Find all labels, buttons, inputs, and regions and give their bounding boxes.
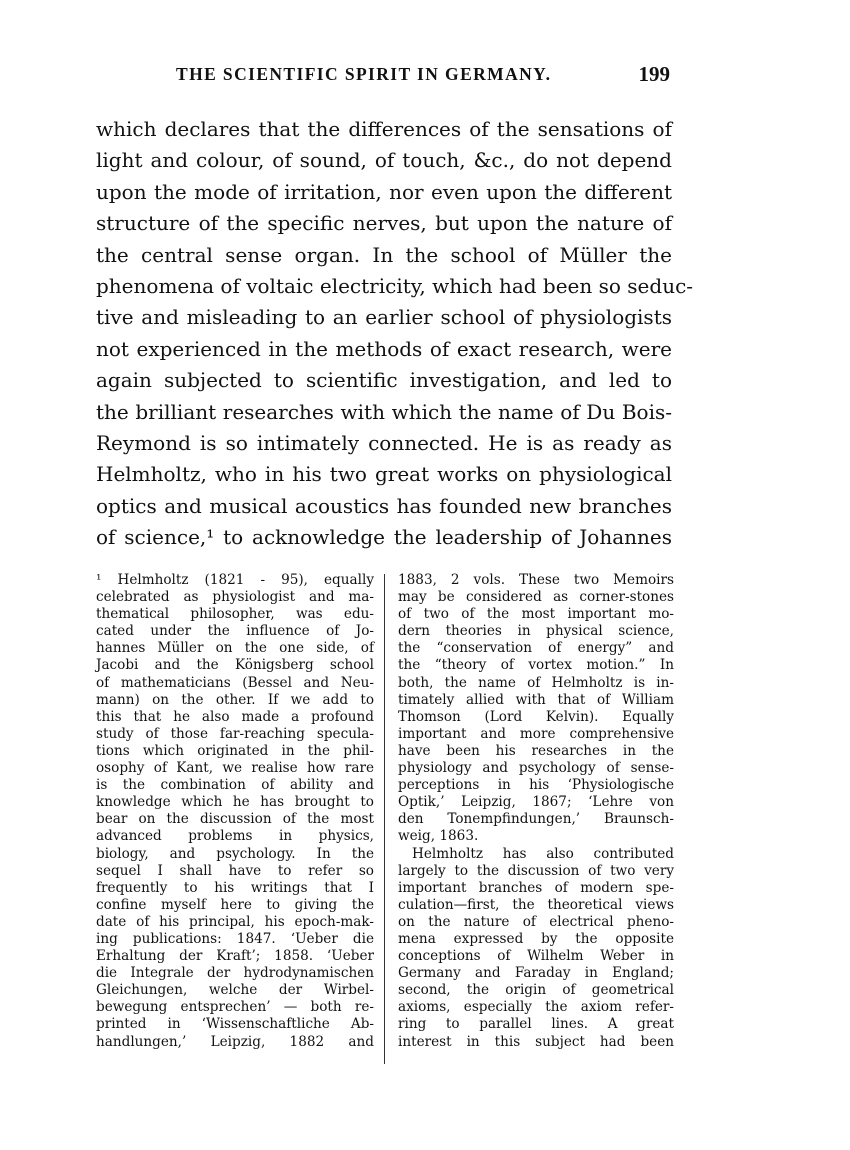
footnote-line: thematical philosopher, was edu- [96,606,374,623]
footnote-line: on the nature of electrical pheno- [398,913,674,930]
main-text-line: optics and musical acoustics has founded new branches [96,493,672,518]
footnote-line: of mathematicians (Bessel and Neu- [96,674,374,691]
footnote-line: osophy of Kant, we realise how rare [96,760,374,777]
footnote-line: frequently to his writings that I [96,879,374,896]
footnote-line: date of his principal, his epoch-mak- [96,913,374,930]
footnote-line: physiology and psychology of sense- [398,760,674,777]
footnote-line: celebrated as physiologist and ma- [96,589,374,606]
footnote-line: 1883, 2 vols. These two Memoirs [398,572,674,588]
footnote-line: largely to the discussion of two very [398,862,674,879]
footnote-line: den Tonempfindungen,’ Braunsch- [398,811,674,828]
main-text-line: not experienced in the methods of exact research, were [96,336,672,361]
main-text-line: the central sense organ. In the school of Müller the [96,242,672,267]
page-number: 199 [638,62,670,86]
footnote-line: advanced problems in physics, [96,828,374,845]
footnote-block [96,572,676,1082]
footnote-line: mena expressed by the opposite [398,930,674,947]
footnote-line: cated under the influence of Jo- [96,623,374,640]
footnote-right-column [398,572,674,1051]
footnote-line: knowledge which he has brought to [96,794,374,811]
footnote-line: confine myself here to giving the [96,896,374,913]
footnote-line: second, the origin of geometrical [398,982,674,999]
footnote-line: Erhaltung der Kraft’; 1858. ‘Ueber [96,948,374,965]
footnote-line: timately allied with that of William [398,691,674,708]
main-text-line: Helmholtz, who in his two great works on physiological [96,462,672,487]
footnote-line: this that he also made a profound [96,708,374,725]
footnote-line: biology, and psychology. In the [96,845,374,862]
footnote-line: of two of the most important mo- [398,606,674,623]
column-divider [384,574,385,1064]
footnote-line: conceptions of Wilhelm Weber in [398,948,674,965]
footnote-line: culation—first, the theoretical views [398,896,674,913]
footnote-line: mann) on the other. If we add to [96,691,374,708]
footnote-line: sequel I shall have to refer so [96,862,374,879]
footnote-line: Optik,’ Leipzig, 1867; ‘Lehre von [398,794,674,811]
main-text-line: tive and misleading to an earlier school of physiologists [96,305,672,330]
footnote-line: Helmholtz has also contributed [412,845,674,862]
running-title: THE SCIENTIFIC SPIRIT IN GERMANY. [176,64,552,84]
footnote-line: may be considered as corner-stones [398,589,674,606]
footnote-line: is the combination of ability and [96,777,374,794]
footnote-line: Jacobi and the Königsberg school [96,657,374,674]
footnote-line: Thomson (Lord Kelvin). Equally [398,708,674,725]
footnote-line: weig, 1863. [398,828,479,845]
footnote-line: Germany and Faraday in England; [398,965,674,982]
footnote-line: have been his researches in the [398,742,674,759]
footnote-line: hannes Müller on the one side, of [96,640,374,657]
footnote-line: handlungen,’ Leipzig, 1882 and [96,1033,374,1050]
footnote-line: interest in this subject had been [398,1033,674,1050]
page-header [96,62,676,92]
footnote-line: Gleichungen, welche der Wirbel- [96,982,374,999]
main-text-line: structure of the specific nerves, but upon the nature of [96,211,672,236]
main-text-block [96,114,694,554]
footnote-line: dern theories in physical science, [398,623,674,640]
main-text-line: light and colour, of sound, of touch, &c., do not depend [96,148,672,173]
footnote-line: printed in ‘Wissenschaftliche Ab- [96,1016,374,1033]
main-text-line: the brilliant researches with which the name of Du Bois- [96,399,672,424]
main-text-line: which declares that the differences of the sensations of [96,117,672,141]
footnote-line: bear on the discussion of the most [96,811,374,828]
footnote-line: both, the name of Helmholtz is in- [398,674,674,691]
footnote-line: the “theory of vortex motion.” In [398,657,674,674]
footnote-line: ing publications: 1847. ‘Ueber die [96,930,374,947]
footnote-line: tions which originated in the phil- [96,742,374,759]
main-text-line: again subjected to scientific investigation, and led to [96,368,672,393]
footnote-line: bewegung entsprechen’ — both re- [96,999,374,1016]
footnote-line: study of those far-reaching specula- [96,725,374,742]
main-text-line: Reymond is so intimately connected. He is as ready as [96,431,672,456]
footnote-line: die Integrale der hydrodynamischen [96,965,374,982]
footnote-line: ring to parallel lines. A great [398,1016,674,1033]
footnote-line: ¹ Helmholtz (1821 - 95), equally [96,572,374,588]
footnote-left-column [96,572,374,1051]
footnote-line: important and more comprehensive [398,725,674,742]
footnote-line: important branches of modern spe- [398,879,674,896]
main-text-line: upon the mode of irritation, nor even upon the different [96,179,672,204]
footnote-line: perceptions in his ‘Physiologische [398,777,674,794]
footnote-line: the “conservation of energy” and [398,640,674,657]
main-text-line: phenomena of voltaic electricity, which had been so seduc- [96,274,694,299]
main-text-line: of science,¹ to acknowledge the leadership of Johannes [96,525,672,550]
footnote-line: axioms, especially the axiom refer- [398,999,674,1016]
